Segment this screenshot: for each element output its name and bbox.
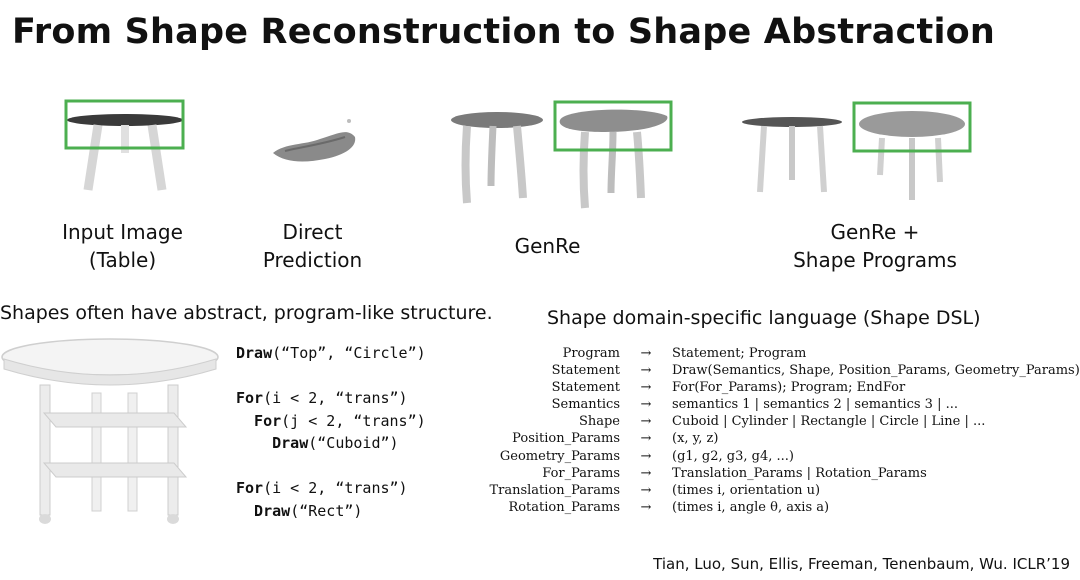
code-blank-line [236, 455, 426, 478]
grammar-rule: Shape → Cuboid | Cylinder | Rectangle | Circle | Line | ... [578, 414, 986, 430]
direct-prediction-image [265, 115, 365, 175]
genre-caption: GenRe [514, 234, 581, 258]
code-line: Draw(“Top”, “Circle”) [236, 344, 426, 362]
genre-shape-programs-caption: GenRe + Shape Programs [793, 220, 957, 272]
code-line: Draw(“Rect”) [236, 501, 363, 520]
grammar-rule: Statement → For(For_Params); Program; EndFor [551, 380, 906, 396]
genre-shape-programs-image [740, 100, 975, 205]
direct-prediction-caption: Direct Prediction [262, 220, 363, 272]
code-line: For(i < 2, “trans”) [236, 479, 408, 497]
shape-program-code [236, 342, 426, 522]
input-table-image [60, 98, 190, 198]
grammar-rule: Program → Statement; Program [562, 346, 807, 361]
citation: Tian, Luo, Sun, Ellis, Freeman, Tenenbaum, Wu. ICLR’19 [653, 555, 1070, 573]
grammar-rule: For_Params → Translation_Params | Rotation_Params [542, 465, 927, 481]
input-image-caption: Input Image (Table) [62, 220, 183, 272]
shape-dsl-grammar [480, 345, 1080, 516]
right-section-heading: Shape domain-specific language (Shape DSL) [547, 307, 981, 329]
grammar-rule: Rotation_Params → (times i, angle θ, axis a) [508, 499, 830, 515]
grammar-rule: Translation_Params → (times i, orientation u) [489, 482, 821, 498]
genre-image [445, 98, 680, 216]
grammar-rule: Statement → Draw(Semantics, Shape, Position_Params, Geometry_Params) [551, 363, 1080, 379]
grammar-rule: Geometry_Params → (g1, g2, g3, g4, ...) [499, 448, 794, 464]
left-section-heading: Shapes often have abstract, program-like structure. [0, 302, 493, 324]
code-line: For(i < 2, “trans”) [236, 389, 408, 407]
code-blank-line [236, 365, 426, 388]
slide-title: From Shape Reconstruction to Shape Abstraction [12, 12, 996, 52]
white-table-image [0, 335, 220, 535]
grammar-rule: Semantics → semantics 1 | semantics 2 | semantics 3 | ... [551, 397, 958, 413]
code-line: Draw(“Cuboid”) [236, 434, 399, 452]
code-line: For(j < 2, “trans”) [236, 411, 426, 430]
grammar-rule: Position_Params → (x, y, z) [512, 431, 719, 447]
